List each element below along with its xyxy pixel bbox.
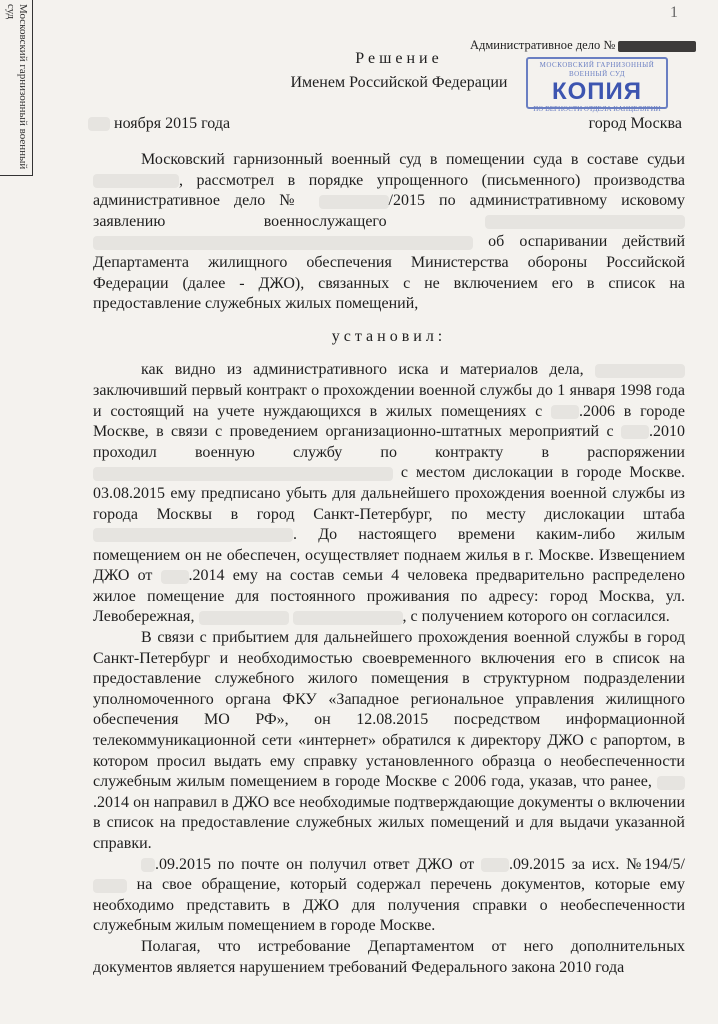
copy-stamp-bottom-text: ПО ВЕРНОСТИ ОТДЕЛА КАНЦЕЛЯРИИ [533, 105, 661, 113]
redaction [93, 879, 127, 893]
paragraph-3: .09.2015 по почте он получил ответ ДЖО от .09.2015 за исх. №194/5/ на свое обращение, который содержал перечень документов, которые ему необходимо представить в ДЖО для получения справки о необеспеченности служебным жилым помещением в городе Москве. [93, 855, 685, 935]
redaction [595, 364, 685, 378]
decision-body [93, 150, 685, 978]
redaction [621, 425, 649, 439]
redaction [657, 776, 685, 790]
redaction [93, 174, 179, 188]
paragraph-1: как видно из административного иска и материалов дела, заключивший первый контракт о прохождении военной службы до 1 января 1998 года и состоящий на учете нуждающихся в жилых помещениях с .2006 в городе Москве, в связи с проведением организационно-штатных мероприятий с .2010 проходил военную службу по контракту в распоряжении с местом дислокации в городе Москве. 03.08.2015 ему предписано убыть для дальнейшего прохождения военной службы из города Москвы в город Санкт-Петербург, по месту дислокации штаба . До настоящего времени каким-либо жилым помещением он не обеспечен, осуществляет поднаем жилья в г. Москве. Извещением ДЖО от .2014 ему на состав семьи 4 человека предварительно распределено жилое помещение для постоянного проживания по адресу: город Москва, ул. Левобережная, , с получением которого он согласился. [93, 361, 686, 626]
court-side-stamp [0, 0, 33, 176]
redaction [88, 117, 110, 131]
decision-date: ноября 2015 года [88, 115, 230, 133]
paragraph-2: В связи с прибытием для дальнейшего прохождения военной службы в город Санкт-Петербург и необходимостью своевременного включения его в список на предоставление служебного жилого помещения в структурном подразделении уполномоченного органа ФКУ «Западное региональное управления жилищного обеспечения МО РФ», он 12.08.2015 посредством информационной телекоммуникационной сети «интернет» обратился к директору ДЖО с рапортом, в котором просил выдать ему справку установленного образца о необеспеченности служебным жилым помещением в городе Москве с 2006 года, указав, что ранее, .2014 он направил в ДЖО все необходимые подтверждающие документы о включении в список на предоставление служебных жилых помещений и для выдачи указанной справки. [93, 629, 685, 852]
copy-stamp-word: КОПИЯ [551, 78, 643, 105]
copy-stamp-top-text: МОСКОВСКИЙ ГАРНИЗОННЫЙ ВОЕННЫЙ СУД [539, 61, 655, 78]
established-heading: установил: [331, 327, 447, 345]
redaction [93, 467, 393, 481]
redaction [93, 528, 293, 542]
redaction [485, 215, 685, 229]
side-stamp-text: Московский гарнизонный военный суд [5, 4, 29, 170]
redaction [161, 570, 189, 584]
redaction [319, 195, 389, 209]
intro-paragraph: Московский гарнизонный военный суд в помещении суда в составе судьи , рассмотрел в порядке упрощенного (письменного) производства административное дело № /2015 по административному исковому заявлению военнослужащего об оспаривании действий Департамента жилищного обеспечения Министерства обороны Российской Федерации (далее - ДЖО), связанных с не включением его в список на предоставление служебных жилых помещений, [93, 151, 686, 313]
redaction [93, 236, 473, 250]
redaction [199, 611, 289, 625]
decision-city: город Москва [588, 115, 682, 132]
redaction [293, 611, 403, 625]
document-title: Решение [355, 50, 443, 67]
document-subtitle: Именем Российской Федерации [290, 74, 508, 91]
paragraph-4: Полагая, что истребование Департаментом от него дополнительных документов является нарушением требований Федерального закона 2010 года [93, 937, 685, 976]
page-number: 1 [670, 4, 678, 21]
case-number-label: Административное дело № [470, 38, 616, 52]
redaction [551, 405, 579, 419]
redaction [141, 858, 155, 872]
redaction [481, 858, 509, 872]
